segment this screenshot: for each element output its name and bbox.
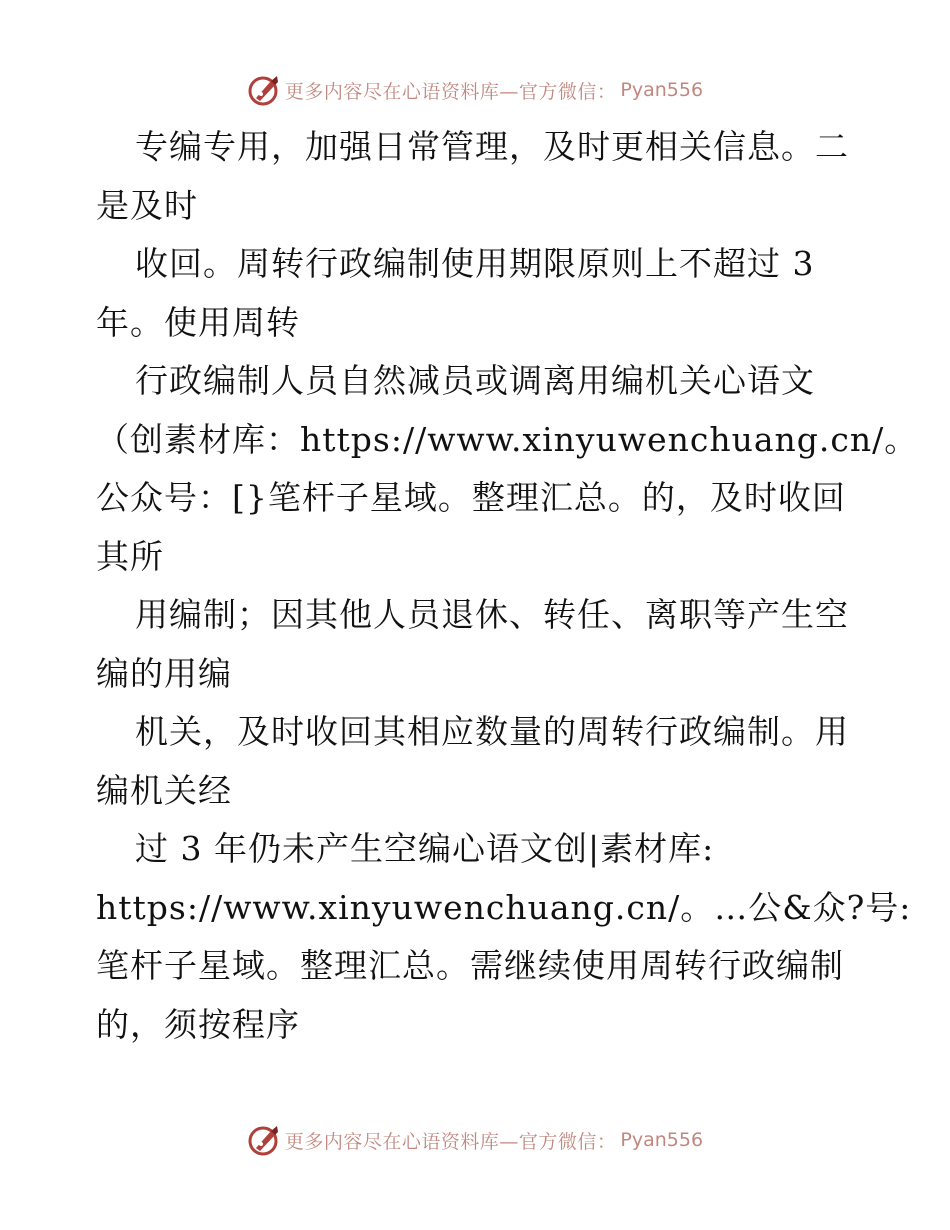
pen-logo-icon: [247, 1123, 281, 1157]
text-line: 其所: [96, 536, 164, 576]
footer-banner-text: 更多内容尽在心语资料库—官方微信：: [284, 1130, 617, 1153]
text-line: 过 3 年仍未产生空编心语文创|素材库:: [135, 829, 715, 868]
text-line: https://www.xinyuwenchuang.cn/。…公&众?号:: [96, 887, 912, 927]
text-line: 收回。周转行政编制使用期限原则上不超过 3: [135, 244, 815, 283]
text-line: 公众号：[}笔杆子星域。整理汇总。的，及时收回: [96, 478, 846, 517]
text-line: 专编专用，加强日常管理，及时更相关信息。二: [135, 127, 849, 166]
text-line: 的，须按程序: [96, 1004, 300, 1044]
text-line: 是及时: [96, 185, 198, 225]
text-line: 用编制；因其他人员退休、转任、离职等产生空: [135, 595, 849, 634]
text-line: 机关，及时收回其相应数量的周转行政编制。用: [135, 712, 849, 751]
text-line: 编的用编: [96, 653, 232, 693]
header-banner-text: 更多内容尽在心语资料库—官方微信：: [284, 80, 617, 103]
text-line: 行政编制人员自然减员或调离用编机关心语文: [135, 361, 815, 400]
document-body: [96, 118, 919, 1054]
header-banner: [247, 73, 703, 107]
footer-banner: [247, 1123, 703, 1157]
page-footer: [0, 1120, 950, 1160]
text-line: （创素材库：https://www.xinyuwenchuang.cn/。: [96, 419, 919, 459]
text-line: 编机关经: [96, 770, 232, 810]
page-header: [0, 70, 950, 110]
text-line: 年。使用周转: [96, 302, 300, 342]
text-line: 笔杆子星域。整理汇总。需继续使用周转行政编制: [96, 946, 844, 985]
header-wechat-id: Pyan556: [620, 79, 704, 101]
pen-logo-icon: [247, 73, 281, 107]
footer-wechat-id: Pyan556: [620, 1129, 704, 1151]
